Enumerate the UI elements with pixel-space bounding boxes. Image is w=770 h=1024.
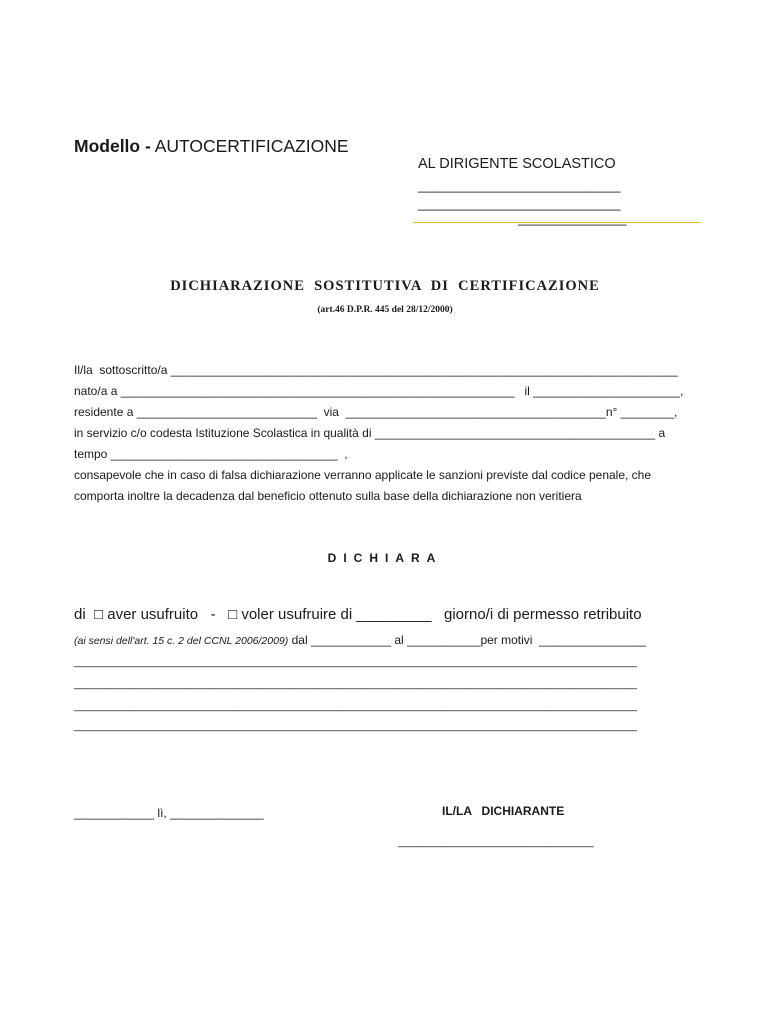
date-range-fields: dal ____________ al ___________per motivi ________________ [288,633,646,647]
awareness-text-1: consapevole che in caso di falsa dichiarazione verranno applicate le sanzioni previste dal codice penale, che [74,468,652,482]
field-tempo: tempo __________________________________ , [74,447,348,461]
recipient-label: AL DIRIGENTE SCOLASTICO [418,156,616,172]
signature-line: ________________________________ [398,836,594,848]
document-title [74,136,349,157]
recipient-line-3: _______________ [518,211,627,226]
highlight-divider [413,222,701,223]
field-undersigned: Il/la sottoscritto/a ____________________________________________________________________________ [74,363,678,377]
field-service: in servizio c/o codesta Istituzione Scolastica in qualità di __________________________________________ a [74,426,666,440]
recipient-line-2: ____________________________ [418,196,621,211]
recipient-line-1: ____________________________ [418,178,621,193]
reason-blank-4: ____________________________________________________________________________________________ [74,720,637,732]
declares-label: DICHIARA [327,551,443,565]
leave-choice-line: di □ aver usufruito - □ voler usufruire di _________ giorno/i di permesso retribuito [74,606,642,623]
place-date-line: ____________ lì, ______________ [74,806,264,820]
reason-blank-3: ____________________________________________________________________________________________ [74,700,637,712]
awareness-text-2: comporta inoltre la decadenza dal beneficio ottenuto sulla base della dichiarazione non veritiera [74,489,582,503]
leave-details-line [74,633,646,647]
title-rest: AUTOCERTIFICAZIONE [150,136,349,156]
field-birth: nato/a a ___________________________________________________________ il ______________________, [74,384,684,398]
reason-blank-2: ____________________________________________________________________________________________ [74,678,637,690]
reason-blank-1: ____________________________________________________________________________________________ [74,656,637,668]
law-reference: (art.46 D.P.R. 445 del 28/12/2000) [317,305,453,315]
ccnl-reference: (ai sensi dell'art. 15 c. 2 del CCNL 2006/2009) [74,635,289,647]
declaration-heading: DICHIARAZIONE SOSTITUTIVA DI CERTIFICAZIONE [170,278,600,294]
title-bold: Modello - [74,136,151,156]
field-residence: residente a ___________________________ via _______________________________________n° ________, [74,405,678,419]
signer-label: IL/LA DICHIARANTE [442,804,565,818]
